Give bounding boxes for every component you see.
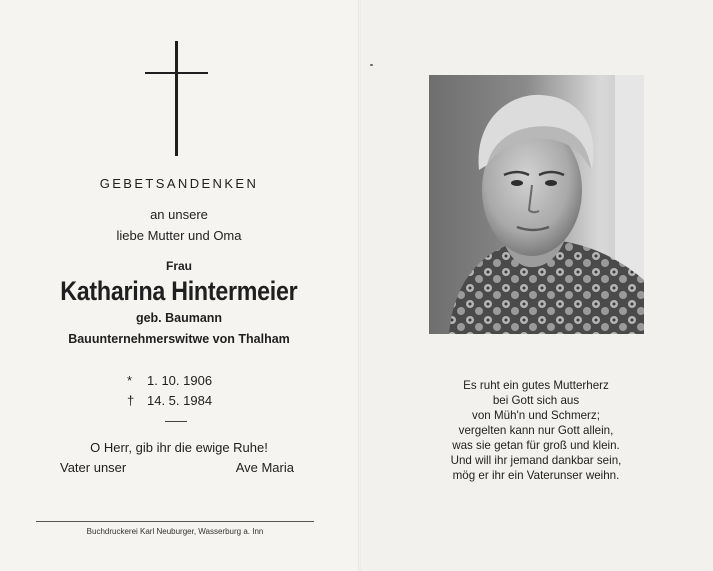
honorific: Frau — [165, 259, 192, 273]
divider-dash — [165, 421, 187, 422]
death-date-row — [127, 393, 212, 408]
death-symbol: † — [127, 393, 135, 408]
birth-symbol: * — [127, 373, 133, 388]
poem-line: von Müh'n und Schmerz; — [472, 409, 600, 422]
maiden-name: geb. Baumann — [135, 311, 223, 325]
prayer-line: O Herr, gib ihr die ewige Ruhe! — [90, 440, 268, 455]
card-heading: GEBETSANDENKEN — [99, 176, 259, 191]
occupation: Bauunternehmerswitwe von Thalham — [68, 332, 290, 346]
footer-rule — [36, 521, 314, 522]
poem-line: Es ruht ein gutes Mutterherz — [463, 379, 609, 392]
cross-icon — [175, 41, 178, 156]
paper-speck — [370, 64, 373, 66]
portrait-photo — [429, 75, 644, 334]
prayer-ave-maria: Ave Maria — [235, 460, 294, 475]
prayer-vater-unser: Vater unser — [60, 460, 127, 475]
poem-line: mög er ihr ein Vaterunser weihn. — [452, 469, 620, 482]
poem-line: Und will ihr jemand dankbar sein, — [450, 454, 622, 467]
portrait-photo-graphic — [429, 75, 644, 334]
death-date: 14. 5. 1984 — [147, 393, 213, 408]
memorial-poem — [426, 378, 646, 483]
intro-line-1: an unsere — [150, 207, 208, 222]
poem-line: was sie getan für groß und klein. — [452, 439, 620, 452]
birth-date: 1. 10. 1906 — [147, 373, 213, 388]
poem-line: bei Gott sich aus — [492, 394, 580, 407]
intro-line-2: liebe Mutter und Oma — [116, 228, 242, 243]
poem-line: vergelten kann nur Gott allein, — [458, 424, 614, 437]
printer-credit: Buchdruckerei Karl Neuburger, Wasserburg a. Inn — [86, 527, 264, 536]
birth-date-row — [127, 373, 212, 388]
deceased-name: Katharina Hintermeier — [60, 276, 298, 306]
cross-icon-bar — [145, 72, 208, 74]
